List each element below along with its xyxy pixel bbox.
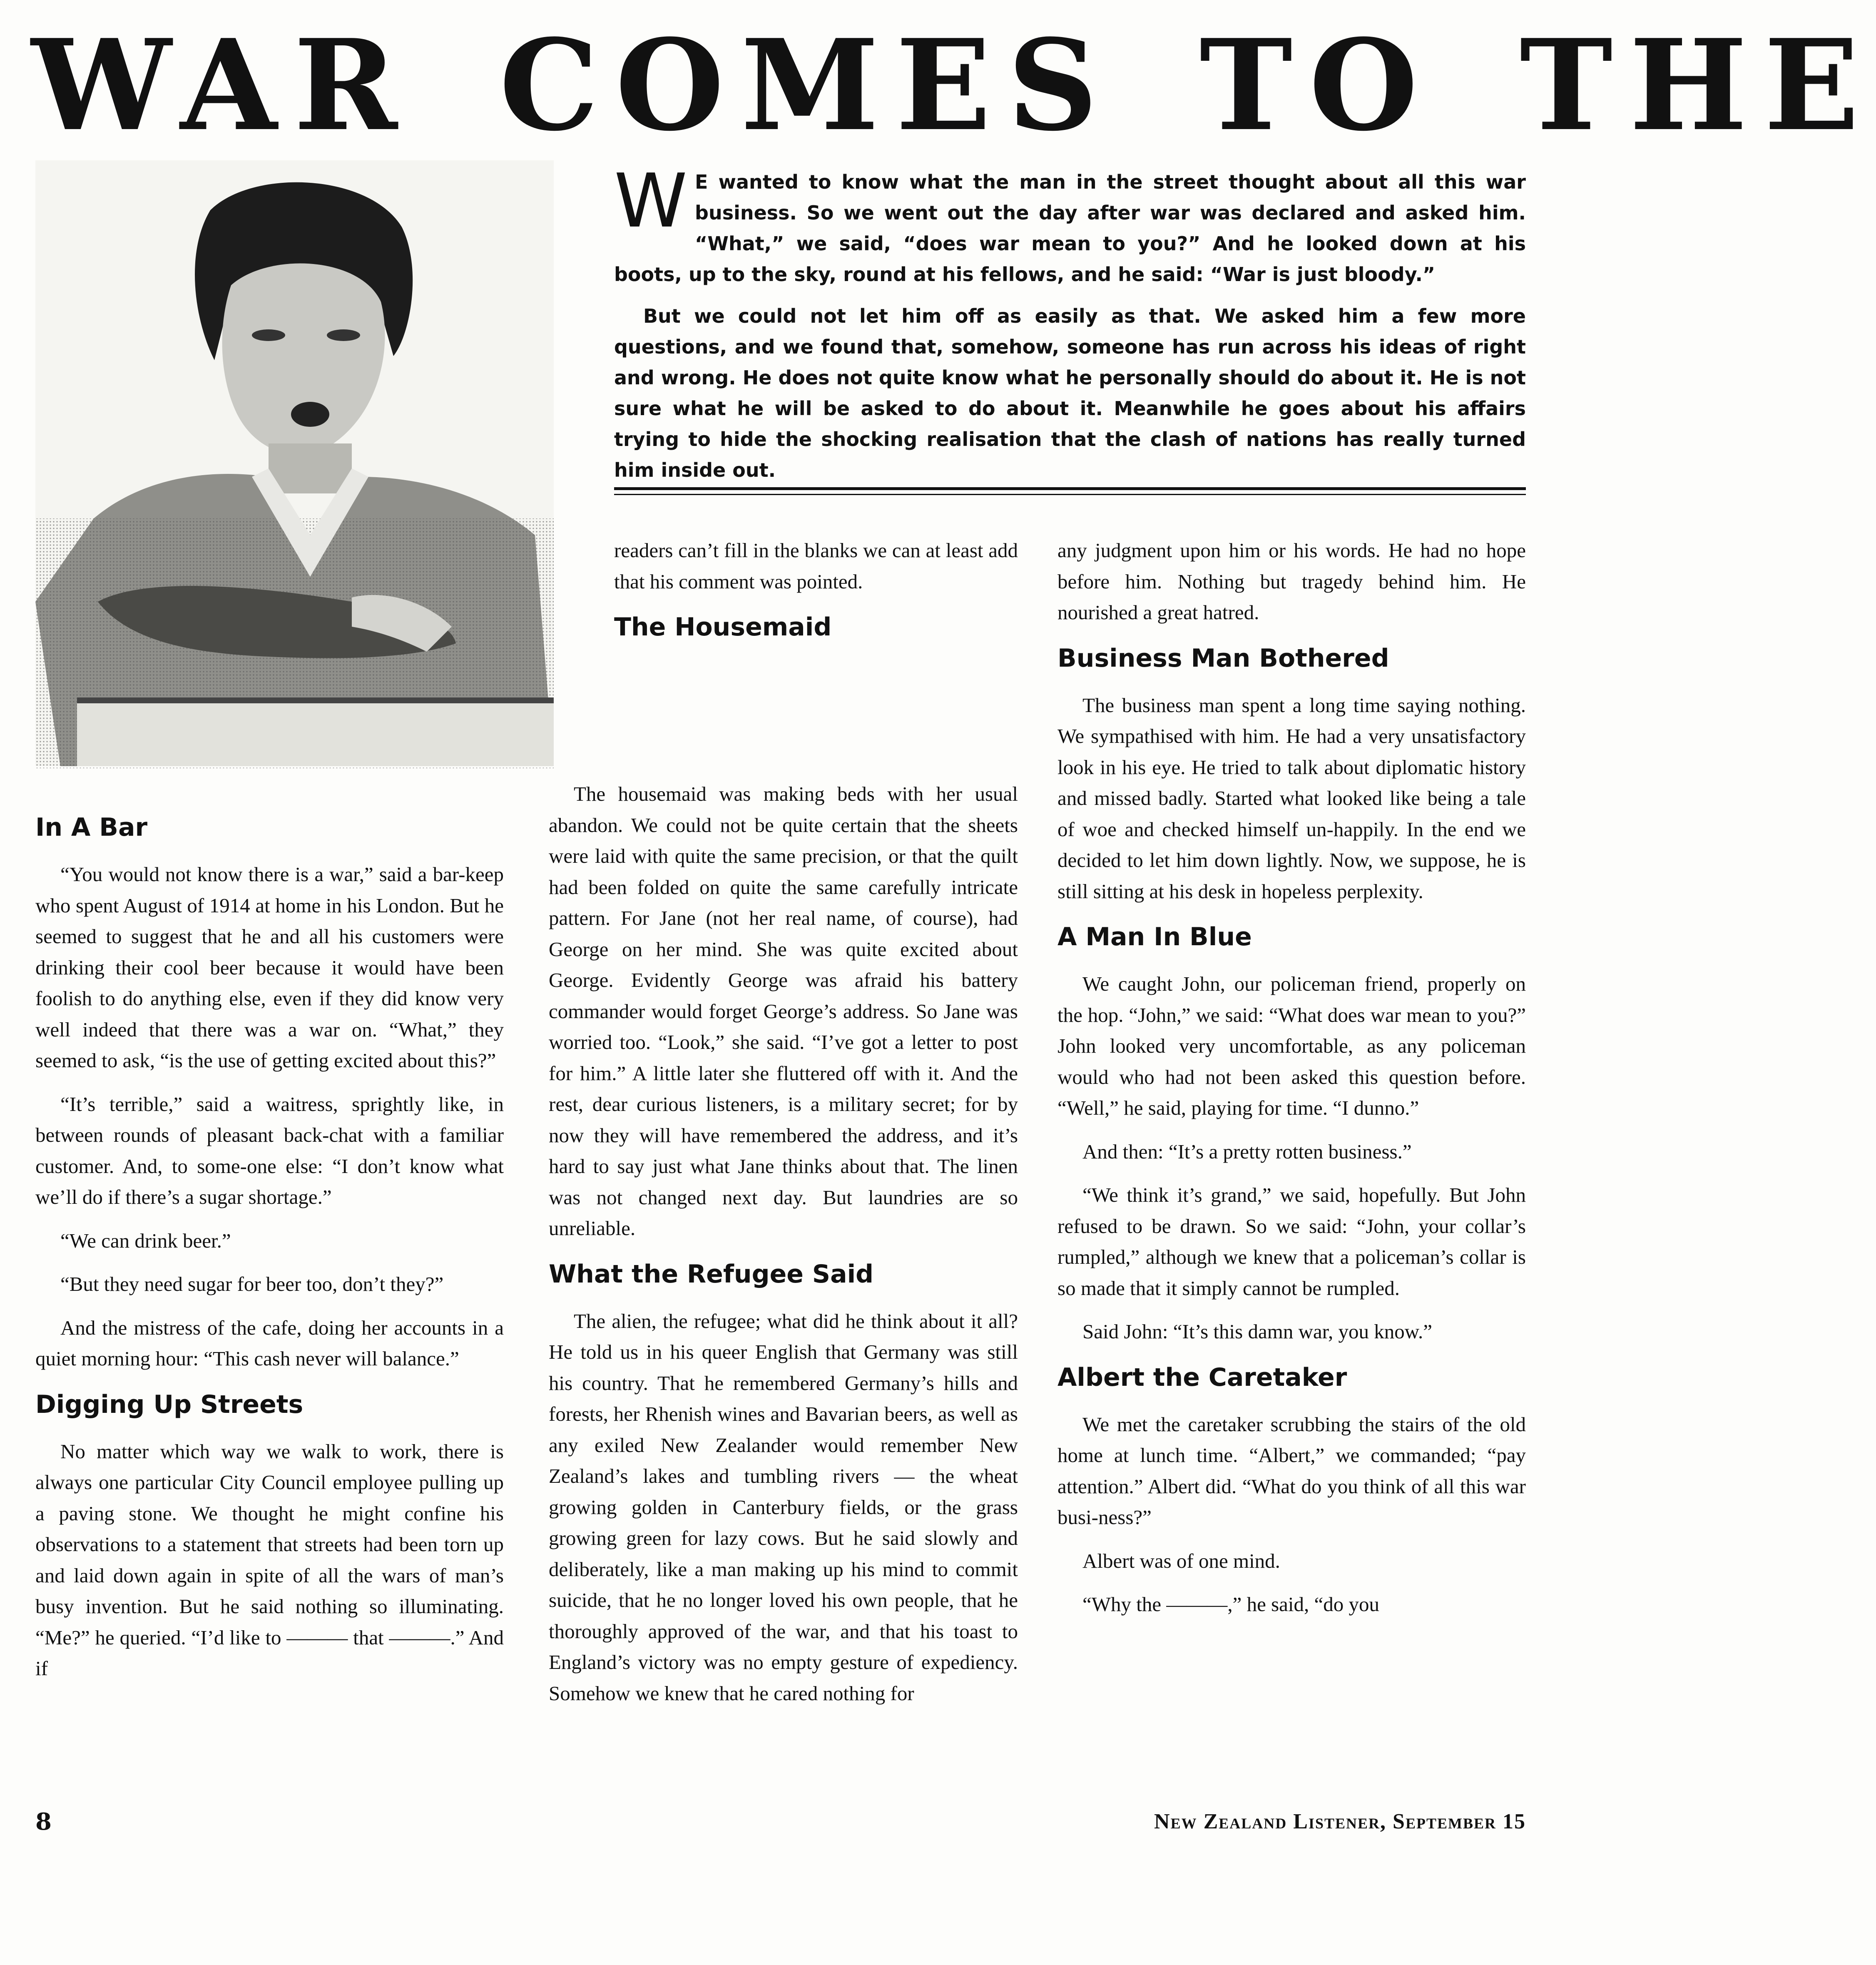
paragraph-continued: readers can’t fill in the blanks we can at least add that his comment was pointed. [614, 539, 1018, 593]
divider-rule-thick [614, 487, 1526, 490]
column-1 [35, 797, 504, 1697]
paragraph: And the mistress of the cafe, doing her accounts in a quiet morning hour: “This cash never will balance.” [35, 1316, 504, 1370]
page-footer [35, 1805, 1526, 1838]
column-3 [1057, 535, 1526, 1633]
paragraph: “You would not know there is a war,” said a bar-keep who spent August of 1914 at home in his London. But he seemed to suggest that he and all his customers were drinking their cool beer because it would have been foolish to do anything else, even if they did know very well indeed that there was a war on. “What,” they seemed to ask, “is the use of getting excited about this?” [35, 863, 504, 1072]
section-heading-business-man-bothered: Business Man Bothered [1057, 643, 1389, 673]
paragraph: “We think it’s grand,” we said, hopefully. But John refused to be drawn. So we said: “John, your collar’s rumpled,” although we knew that a policeman’s collar is so made that it simply cannot be rumpled. [1057, 1183, 1526, 1300]
paragraph-continued: any judgment upon him or his words. He had no hope before him. Nothing but tragedy behind him. He nourished a great hatred. [1057, 539, 1526, 624]
section-heading-what-the-refugee-said: What the Refugee Said [549, 1259, 874, 1289]
paragraph: Said John: “It’s this damn war, you know.” [1082, 1320, 1433, 1343]
divider-rule-thin [614, 494, 1526, 495]
paragraph: No matter which way we walk to work, there is always one particular City Council employee pulling up a paving stone. We thought he might confine his observations to a statement that streets had been torn up and laid down again in spite of all the wars of man’s busy invention. But he said nothing so illuminating. “Me?” he queried. “I’d like to ——— that ———.” And if [35, 1440, 504, 1680]
paragraph: The housemaid was making beds with her usual abandon. We could not be quite certain that the sheets were laid with quite the same precision, or that the quilt had been folded on quite the same carefully intricate pattern. For Jane (not her real name, of course), had George on her mind. She was quite excited about George. Evidently George was afraid his battery commander would forget George’s address. So Jane was worried too. “Look,” she said. “I’ve got a letter to post for him.” A little later she fluttered off with it. And the rest, dear curious listeners, is a military secret; for by now they will have remembered the address, and it’s hard to say just what Jane thinks about that. The linen was not changed next day. But laundries are so unreliable. [549, 782, 1018, 1240]
paragraph: “It’s terrible,” said a waitress, sprightly like, in between rounds of pleasant back-chat with a familiar customer. And, to some-one else: “I don’t know what we’ll do if there’s a sugar shortage.” [35, 1092, 504, 1208]
column-2 [549, 779, 1018, 1721]
paragraph: The business man spent a long time saying nothing. We sympathised with him. He had a very unsatisfactory look in his eye. He tried to talk about diplomatic history and missed badly. Started what looked like being a tale of woe and checked himself un-happily. In the end we decided to let him down lightly. Now, we suppose, he is still sitting at his desk in hopeless perplexity. [1057, 693, 1526, 903]
drop-cap: W [614, 158, 688, 244]
intro-text [614, 158, 1526, 481]
column-2-top [614, 535, 1018, 659]
headline: WAR COMES TO THE [31, 12, 1876, 159]
paragraph: “But they need sugar for beer too, don’t they?” [60, 1273, 444, 1295]
section-heading-digging-up-streets: Digging Up Streets [35, 1390, 304, 1419]
section-heading-a-man-in-blue: A Man In Blue [1057, 922, 1252, 951]
paragraph: The alien, the refugee; what did he think about it all? He told us in his queer English that Germany was still his country. That he remembered Germany’s hills and forests, her Rhenish wines and Bavarian beers, as well as any exiled New Zealander would remember New Zealand’s lakes and tumbling rivers — the wheat growing golden in Canterbury fields, or the grass growing green for lazy cows. But he said slowly and deliberately, like a man making up his mind to commit suicide, that he no longer loved his own people, that he thoroughly approved of the war, and that his toast to England’s victory was no empty gesture of expediency. Somehow we knew that he cared nothing for [549, 1309, 1018, 1705]
intro-paragraph-1-text: E wanted to know what the man in the street thought about all this war business. So we went out the day after war was declared and asked him. “What,” we said, “does war mean to you?” And he looked down at his boots, up to the sky, round at his fellows, and he said: “War is just bloody.” [614, 171, 1526, 286]
paragraph: “We can drink beer.” [60, 1229, 231, 1252]
woman-photo [35, 160, 554, 766]
section-heading-albert-the-caretaker: Albert the Caretaker [1057, 1362, 1347, 1392]
paragraph: And then: “It’s a pretty rotten business.” [1082, 1140, 1412, 1163]
paragraph: Albert was of one mind. [1082, 1549, 1280, 1572]
paragraph: We caught John, our policeman friend, properly on the hop. “John,” we said: “What does war mean to you?” John looked very uncomfortable, as any policeman would who had not been asked this question before. “Well,” he said, playing for time. “I dunno.” [1057, 972, 1526, 1119]
paragraph: “Why the ———,” he said, “do you [1082, 1593, 1380, 1616]
intro-paragraph-1 [614, 158, 1526, 290]
paragraph: We met the caretaker scrubbing the stairs of the old home at lunch time. “Albert,” we commanded; “pay attention.” Albert did. “What do you think of all this war busi-ness?” [1057, 1412, 1526, 1529]
section-heading-in-a-bar: In A Bar [35, 813, 148, 842]
publication-credit: New Zealand Listener, September 15 [1154, 1810, 1526, 1833]
intro-paragraph-2: But we could not let him off as easily as that. We asked him a few more questions, and we found that, somehow, someone has run across his ideas of right and wrong. He does not quite know what he personally should do about it. He is not sure what he will be asked to do about it. Meanwhile he goes about his affairs trying to hide the shocking realisation that the clash of nations has really turned him inside out. [614, 305, 1526, 481]
section-heading-the-housemaid: The Housemaid [614, 613, 832, 642]
page-number: 8 [35, 1808, 52, 1835]
photo-illustration [35, 160, 554, 766]
